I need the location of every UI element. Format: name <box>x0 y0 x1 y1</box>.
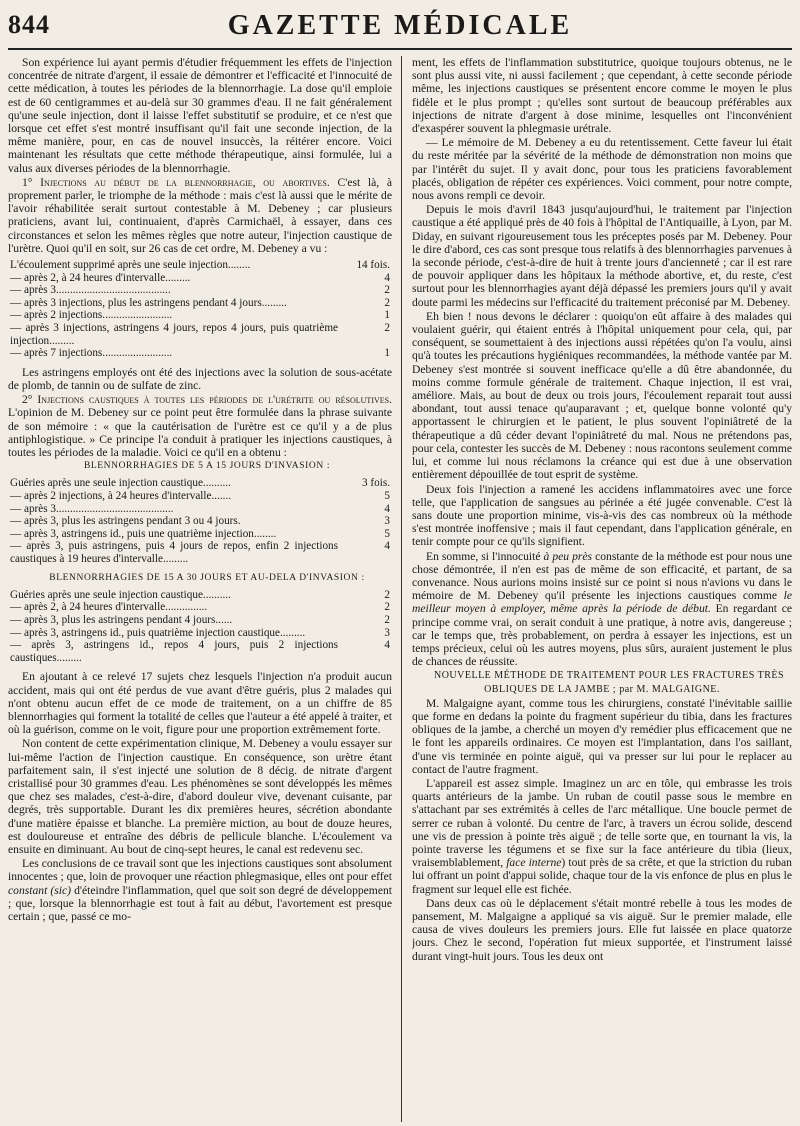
row-count: 4 <box>384 502 390 515</box>
row-count: 2 <box>384 284 390 297</box>
table-row <box>8 639 392 664</box>
table-row <box>8 309 392 322</box>
row-count: 2 <box>384 588 390 601</box>
table-row <box>8 259 392 272</box>
row-label: — après 3 injections, plus les astringens pendant 4 jours......... <box>10 296 287 309</box>
paragraph: Eh bien ! nous devons le déclarer : quoiqu'on eût affaire à des malades qui voulaient guérir, qui étaient entrés à l'hôpital uniquement pour cela, qui, par conséquent, se soumettaient à des injections aussi répétées qu'on l'a voulu, ainsi qu'à toutes les précautions hygiéniques recommandées, la méthode vantée par M. Debeney s'est montrée si souvent inefficace qu'elle a dû être abandonnée, du moins comme formule générale de traitement. Chaque injection, il est vrai, améliore. Mais, au bout de deux ou trois jours, l'écoulement reparait tout aussi abondant, tout aussi tenace qu'auparavant ; et, quelque bonne volonté qu'y apportassent le chirurgien et le patient, le plus souvent l'opiniâtreté de la thérapeutique a dû céder devant l'opiniâtreté du mal. Nous ne prétendons pas, pour cela, contester les succès de M. Debeney : nous racontons seulement comme lui, et comme lui nous réclamons la créance qui est due à une observation entièrement dépouillée de tout esprit de système. <box>412 309 792 482</box>
table-row <box>8 477 392 490</box>
text-run: En regardant ce principe comme vrai, on serait conduit à une pratique, à notre avis, dangereuse ; car le temps que, très probablement, on perdra à essayer les injections, est un temps précieux, celui où les autres moyens, plus sûrs, auraient justement le plus de chances de réussite. <box>412 602 792 669</box>
paragraph <box>8 393 392 459</box>
text-run: En somme, si l'innocuité <box>426 549 544 563</box>
row-label: — après 3......................................... <box>10 284 171 297</box>
paragraph: Dans deux cas où le déplacement s'était montré rebelle à tous les modes de pansement, M. Malgaigne a appliqué sa vis aiguë. Sur le premier malade, elle causa de vives douleurs les premiers jours. Elle fut laissée en place quatorze jours. Chez le second, l'opération fut mieux supportée, et l'instrument laissé durant vingt-huit jours. Tous les deux ont <box>412 896 792 963</box>
article-heading: NOUVELLE MÉTHODE DE TRAITEMENT POUR LES FRACTURES TRÈS OBLIQUES DE LA JAMBE ; par M. MALGAIGNE. <box>433 670 785 695</box>
section-text: L'opinion de M. Debeney sur ce point peut être formulée dans la phrase suivante de son mémoire : « que la cautérisation de l'urètre est ce qu'il y a de plus antiphlogistique. » Ce principe l'a conduit à pratiquer les injections caustiques, à toutes les périodes de la maladie. Voici ce qu'il en a obtenu : <box>8 406 392 460</box>
table-row <box>8 347 392 360</box>
italic-text: face interne <box>506 856 562 870</box>
italic-text: constant (sic) <box>8 883 72 897</box>
paragraph: En ajoutant à ce relevé 17 sujets chez lesquels l'injection n'a produit aucun accident, mais qui ont été perdus de vue avant d'être guéris, plus 2 malades qui n'ont obtenu aucun effet de ce mode de traitement, on a un chiffre de 85 blennorrhagies qui forment la totalité de celles que l'auteur a été appelé à traiter, et où la guérison, comme on le voit, figure pour une proportion extrêmement forte. <box>8 670 392 737</box>
paragraph <box>412 777 792 896</box>
table-row <box>8 284 392 297</box>
table-row <box>8 297 392 310</box>
paragraph: Depuis le mois d'avril 1843 jusqu'aujourd'hui, le traitement par l'injection caustique a été appliqué près de 40 fois à l'hôpital de l'Antiquaille, à Lyon, par M. Diday, en suivant rigoureusement tous les préceptes posés par M. Debeney. Pour le dire d'abord, ces cas sont presque tous relatifs à des blennorrhagies parvenues à la seconde période, c'est-à-dire de huit à trente jours d'ancienneté ; car il est rare de pouvoir appliquer dans les hôpitaux la méthode abortive, et, du reste, c'est surtout pour les blennorrhagies ayant déjà dépassé les premiers jours qu'il y avait doute parmi les médecins sur l'efficacité du traitement préconisé par M. Debeney. <box>412 203 792 309</box>
row-count: 1 <box>384 309 390 322</box>
table-row <box>8 601 392 614</box>
row-count: 5 <box>384 490 390 503</box>
paragraph <box>412 550 792 669</box>
row-count: 2 <box>384 613 390 626</box>
text-run: ) tout près de sa crête, et que la striction du ruban lui offrant un point d'appui solide, chaque tour de la vis enfonce de plus en plus le fragment sur lequel elle est fichée. <box>412 856 792 896</box>
results-table-abortive <box>8 259 392 360</box>
paragraph: M. Malgaigne ayant, comme tous les chirurgiens, constaté l'inévitable saillie que forme en dedans la pointe du fragment supérieur du tibia, dans les fractures obliques de la jambe, a cherché un moyen d'y remédier plus efficacement que ne le font les appareils ordinaires. Ce moyen est l'implantation, dans l'os saillant, d'une vis terminée en pointe aiguë, qui va presser sur lui pour le replacer au contact de l'autre fragment. <box>412 696 792 776</box>
results-table-5-15-days <box>8 477 392 565</box>
text-run: Les conclusions de ce travail sont que les injections caustiques sont absolument innocentes ; que, loin de provoquer une réaction phlegmasique, elles ont pour effet <box>8 857 392 884</box>
row-count: 3 <box>384 626 390 639</box>
table-row <box>8 490 392 503</box>
table-row <box>8 540 392 565</box>
row-label: — après 2 injections, à 24 heures d'intervalle....... <box>10 490 232 503</box>
paragraph <box>8 857 392 923</box>
row-count: 3 fois. <box>362 477 390 490</box>
table-row <box>8 272 392 285</box>
row-count: 2 <box>384 296 390 309</box>
section-title: 2° Injections caustiques à toutes les périodes de l'urétrite ou résolutives. <box>22 393 392 407</box>
row-label: — après 3, astringens id., puis une quatrième injection........ <box>10 527 277 540</box>
subheading: BLENNORRHAGIES DE 5 A 15 JOURS D'INVASION : <box>83 461 331 472</box>
page-number: 844 <box>8 10 50 39</box>
italic-text: le meilleur moyen à employer, même après la période de début. <box>412 589 792 616</box>
table-row <box>8 614 392 627</box>
section-text: C'est là, à proprement parler, le triomphe de la méthode : mais c'est là aussi que le mérite de l'avoir réhabilitée serait surtout contestable à M. Debeney ; car plusieurs praticiens, avant lui, continuaient, d'après Carmichaël, à essayer, dans ces circonstances et selon les mêmes règles que notre auteur, l'injection caustique de l'urètre. Quoi qu'il en soit, sur 26 cas de cet ordre, M. Debeney a vu : <box>8 175 392 255</box>
table-row <box>8 322 392 347</box>
section-title: 1° Injections au début de la blennorrhagie, ou abortives. <box>22 175 330 189</box>
text-run: constante de la méthode est pour nous une chose démontrée, il n'en est pas de même de son efficacité, et partant, de sa convenance. Nous aurions moins insisté sur ce point si nous n'avions vu dans le mémoire de M. Debeney qu'il présente les injections caustiques comme <box>412 549 792 603</box>
table-row <box>8 589 392 602</box>
table-row <box>8 503 392 516</box>
page-header <box>8 8 792 44</box>
row-label: Guéries après une seule injection caustique.......... <box>10 477 231 490</box>
row-count: 14 fois. <box>356 259 390 272</box>
column-divider <box>401 56 402 1122</box>
row-count: 4 <box>384 540 390 553</box>
paragraph: Non content de cette expérimentation clinique, M. Debeney a voulu essayer sur lui-même l'action de l'injection caustique. En conséquence, son urètre étant parfaitement sain, il s'est injecté une solution de 8 décig. de nitrate d'argent cristallisé pour 30 grammes d'eau. Les phénomènes se sont développés les mêmes que chez ses malades, c'est-à-dire, d'abord douleur vive, devenant cuisante, par degrés, très supportable. Durant les dix premières heures, sécrétion abondante d'une matière épaisse et blanche. La première miction, au bout de douze heures, est douloureuse et entraîne des débris de pellicule blanche. L'écoulement va ensuite en diminuant. Au bout de cinq-sept heures, le canal est redevenu sec. <box>8 737 392 856</box>
row-label: — après 2 injections......................... <box>10 309 173 322</box>
text-run: L'appareil est assez simple. Imaginez un arc en tôle, qui embrasse les trois quarts antérieurs de la jambe. Un ruban de coutil passe sous le membre en s'attachant par ses extrémités à celles de l'arc métallique. Une boucle permet de serrer ce ruban à volonté. Du centre de l'arc, à travers un écrou solide, descend une vis de pression à pointe très aiguë ; de telle sorte que, en tournant la vis, la pointe traverse les tégumens et se fixe sur la face antérieure du tibia (lieux, vraisemblablement, <box>412 776 792 870</box>
header-rule <box>8 48 792 50</box>
row-label: — après 3.......................................... <box>10 502 174 515</box>
journal-title: GAZETTE MÉDICALE <box>227 10 573 41</box>
row-label: — après 3, astringens id., puis quatrième injection caustique......... <box>10 626 306 639</box>
subheading: BLENNORRHAGIES DE 15 A 30 JOURS ET AU-DELA D'INVASION : <box>49 572 365 583</box>
paragraph: Son expérience lui ayant permis d'étudier fréquemment les effets de l'injection concentrée de nitrate d'argent, il essaie de démontrer et l'efficacité et l'innocuité de cette médication, à toutes les périodes de la blennorrhagie. La dose qu'il emploie est de 60 centigrammes et au-delà sur 30 grammes d'eau. Il ne fait généralement qu'une seule injection, dont il laisse l'effet substitutif se produire, et ce n'est que lorsque cet effet s'est montré insuffisant qu'il fait une seconde injection, de la même manière, pour, en cas de nouvel insuccès, la réitérer encore. Voici maintenant les résultats que cette méthode thérapeutique, ainsi formulée, lui a valus aux diverses périodes de la blennorrhagie. <box>8 56 392 175</box>
left-column <box>8 56 392 1122</box>
row-label: — après 2, à 24 heures d'intervalle............... <box>10 601 208 614</box>
row-count: 4 <box>384 271 390 284</box>
row-count: 2 <box>384 601 390 614</box>
paragraph: Deux fois l'injection a ramené les accidens inflammatoires avec une force telle, que l'application de sangsues au périnée a été jugée convenable. C'est là sans doute une proportion minime, vis-à-vis des cas nombreux où la méthode s'est montrée inoffensive ; mais il faut cependant, dans l'application générale, en tenir compte pour ce qu'ils signifient. <box>412 482 792 549</box>
row-count: 1 <box>384 347 390 360</box>
italic-text: à peu près <box>543 549 593 563</box>
row-label: — après 7 injections......................... <box>10 347 173 360</box>
row-count: 3 <box>384 515 390 528</box>
paragraph: — Le mémoire de M. Debeney a eu du retentissement. Cette faveur lui était du reste méritée par la sévérité de la méthode de démonstration non moins que par l'intérêt du sujet. Il y avait donc, pour tous les praticiens favorablement placés, obligation de répéter ces expériences. Voici comment, pour notre compte, nous avons rempli ce devoir. <box>412 136 792 203</box>
paragraph <box>8 176 392 255</box>
paragraph: ment, les effets de l'inflammation substitutrice, quoique toujours obtenus, ne le sont plus aussi vite, ni aussi facilement ; que cependant, à cette seconde période même, les injections caustiques se présentent encore comme le moyen le plus fidèle et le plus prompt ; qu'elles sont surtout de beaucoup préférables aux injections de nitrate d'argent à dose minime, lesquelles ont l'inconvénient d'exaspérer souvent la phlegmasie urétrale. <box>412 56 792 136</box>
table-row <box>8 515 392 528</box>
row-count: 4 <box>384 639 390 652</box>
paragraph: Les astringens employés ont été des injections avec la solution de sous-acétate de plomb, de tannin ou de sulfate de zinc. <box>8 365 392 392</box>
row-count: 2 <box>384 322 390 335</box>
table-row <box>8 627 392 640</box>
row-label: — après 3 injections, astringens 4 jours, repos 4 jours, puis quatrième injection......... <box>10 322 338 347</box>
row-label: L'écoulement supprimé après une seule injection........ <box>10 259 251 272</box>
right-column <box>412 56 792 1122</box>
results-table-15-30-days <box>8 589 392 665</box>
row-label: — après 2, à 24 heures d'intervalle......... <box>10 271 191 284</box>
row-label: — après 3, plus les astringens pendant 3 ou 4 jours. <box>10 515 241 528</box>
row-label: — après 3, puis astringens, puis 4 jours de repos, enfin 2 injections caustiques à 19 heures d'intervalle......... <box>10 540 338 565</box>
row-label: — après 3, plus les astringens pendant 4 jours...... <box>10 613 233 626</box>
table-row <box>8 528 392 541</box>
row-label: — après 3, astringens id., repos 4 jours, puis 2 injections caustiques......... <box>10 639 338 664</box>
row-label: Guéries après une seule injection caustique.......... <box>10 588 231 601</box>
text-run: d'éteindre l'inflammation, quel que soit son degré de développement ; que, lorsque la blennorrhagie est tout à fait au début, l'avortement est presque certain ; que, passé ce mo- <box>8 883 392 923</box>
row-count: 5 <box>384 527 390 540</box>
